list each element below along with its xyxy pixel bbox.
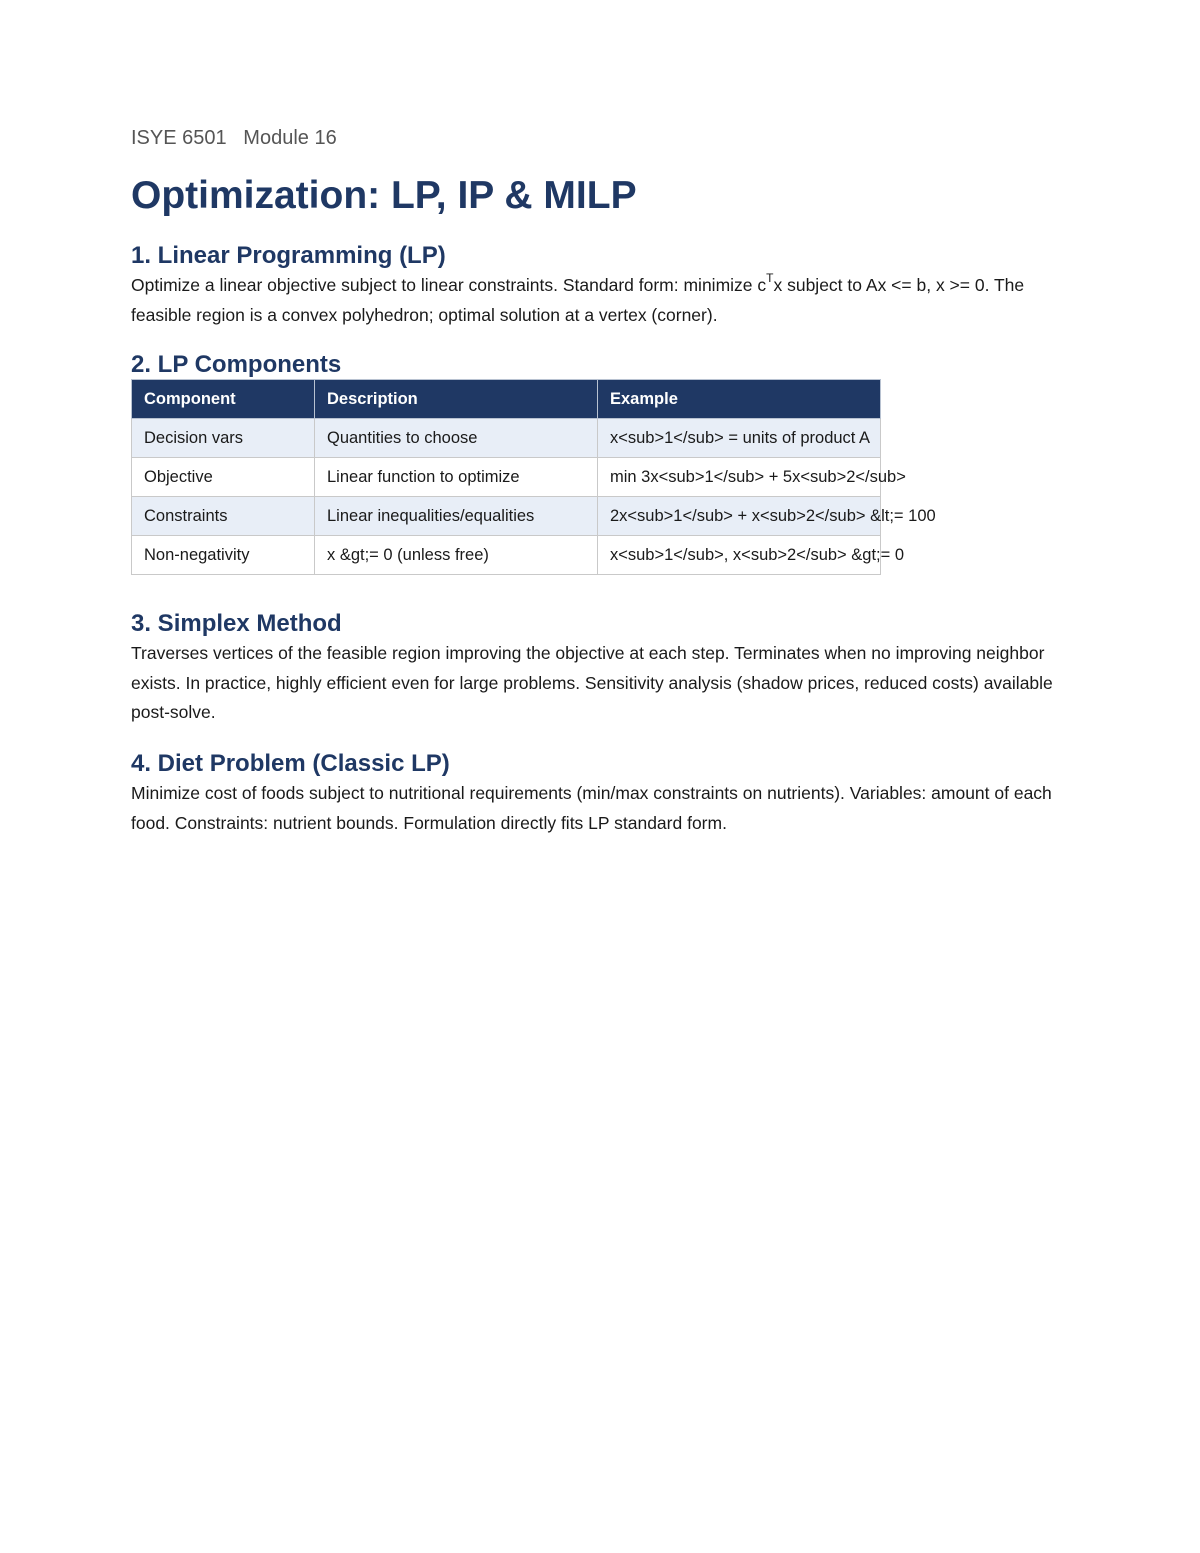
section-diet-problem [131,749,1066,838]
table-row [132,458,881,497]
section-heading: 3. Simplex Method [131,610,342,637]
section-heading: 4. Diet Problem (Classic LP) [131,750,450,777]
table-cell: Linear inequalities/equalities [315,497,598,536]
lp-components-table [131,379,936,575]
table-cell: Constraints [132,497,315,536]
table-cell: x &gt;= 0 (unless free) [315,536,598,575]
table-cell: Linear function to optimize [315,458,598,497]
course-code: ISYE 6501 [131,127,227,149]
table-row [132,497,881,536]
transpose-superscript: T [766,271,774,285]
paragraph-text: Optimize a linear objective subject to linear constraints. Standard form: minimize c [131,275,767,295]
section-simplex-method [131,609,1066,728]
table-cell: x<sub>1</sub>, x<sub>2</sub> &gt;= 0 [598,536,881,575]
table-cell: x<sub>1</sub> = units of product A [598,419,881,458]
table-cell: min 3x<sub>1</sub> + 5x<sub>2</sub> [598,458,881,497]
table-header-row [132,380,881,419]
table-row [132,536,881,575]
document-title: Optimization: LP, IP & MILP [131,174,637,217]
column-header: Component [132,380,315,419]
section-lp-components [131,350,1066,575]
table-cell: Objective [132,458,315,497]
section-paragraph: Minimize cost of foods subject to nutritional requirements (min/max constraints on nutrients). Variables: amount of each food. Constraints: nutrient bounds. Formulation directly fits LP standard form. [131,783,1052,833]
table-cell: Decision vars [132,419,315,458]
table-cell: 2x<sub>1</sub> + x<sub>2</sub> &lt;= 100 [598,497,881,536]
course-header [131,127,337,150]
section-paragraph [131,271,1066,330]
table-cell: Quantities to choose [315,419,598,458]
section-paragraph: Traverses vertices of the feasible region improving the objective at each step. Terminates when no improving neighbor exists. In practice, highly efficient even for large problems. Sensitivity analysis (shadow prices, reduced costs) available post-solve. [131,643,1053,722]
table-cell: Non-negativity [132,536,315,575]
section-heading: 1. Linear Programming (LP) [131,242,446,269]
table-row [132,419,881,458]
column-header: Example [598,380,881,419]
column-header: Description [315,380,598,419]
section-heading: 2. LP Components [131,351,342,378]
module-label: Module 16 [243,127,337,149]
paragraph-text: x subject to Ax <= b, x >= 0. The feasible region is a convex polyhedron; optimal solution at a vertex (corner). [131,275,1025,325]
section-linear-programming [131,241,1066,330]
